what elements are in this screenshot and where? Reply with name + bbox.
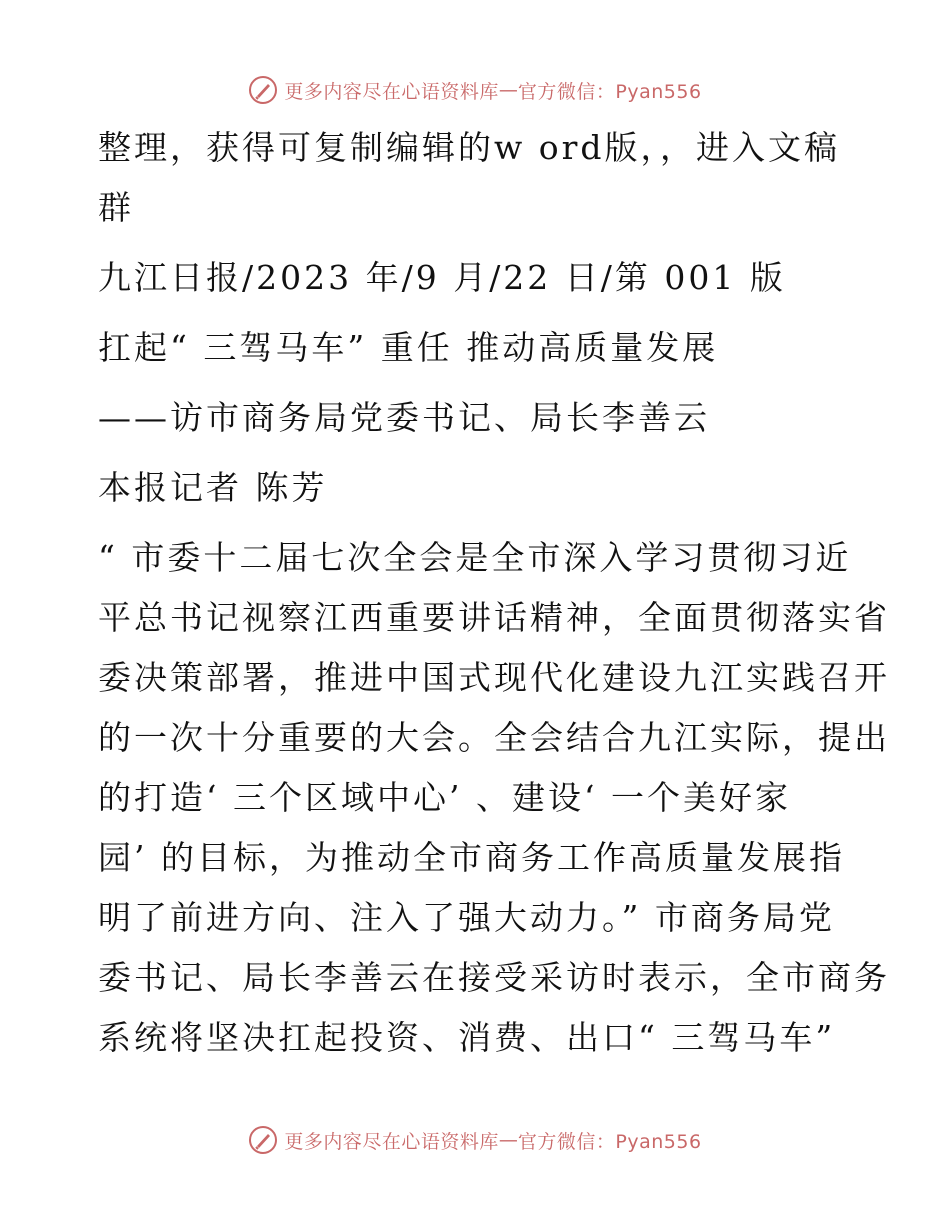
intro-line-2: 群 bbox=[98, 188, 134, 227]
body-line: 明了前进方向、注入了强大动力。” 市商务局党 bbox=[98, 898, 835, 937]
quill-logo-icon bbox=[248, 1125, 278, 1155]
watermark-separator: — bbox=[498, 79, 518, 101]
quill-logo-icon bbox=[248, 75, 278, 105]
article-subtitle: ——访市商务局党委书记、局长李善云 bbox=[98, 398, 710, 437]
body-line: “ 市委十二届七次全会是全市深入学习贯彻习近 bbox=[98, 538, 852, 577]
watermark-suffix: 官方微信：Pyan556 bbox=[517, 80, 702, 103]
watermark-text: 更多内容尽在心语资料库 bbox=[284, 1130, 499, 1153]
byline: 本报记者 陈芳 bbox=[98, 468, 328, 507]
article-title: 扛起“ 三驾马车” 重任 推动高质量发展 bbox=[98, 328, 719, 367]
watermark-header bbox=[0, 72, 950, 108]
body-line: 的一次十分重要的大会。全会结合九江实际，提出 bbox=[98, 718, 890, 757]
intro-line-1: 整理，获得可复制编辑的w ord版，，进入文稿 bbox=[98, 128, 841, 167]
watermark-footer bbox=[0, 1122, 950, 1158]
source-line: 九江日报/2023 年/9 月/22 日/第 001 版 bbox=[98, 258, 786, 297]
document-body bbox=[98, 118, 890, 1068]
body-line: 园’ 的目标，为推动全市商务工作高质量发展指 bbox=[98, 838, 845, 877]
watermark-text: 更多内容尽在心语资料库 bbox=[284, 80, 499, 103]
body-line: 委决策部署，推进中国式现代化建设九江实践召开 bbox=[98, 658, 890, 697]
body-line: 的打造‘ 三个区域中心’ 、建设‘ 一个美好家 bbox=[98, 778, 791, 817]
body-line: 委书记、局长李善云在接受采访时表示，全市商务 bbox=[98, 958, 890, 997]
watermark-separator: — bbox=[498, 1129, 518, 1151]
body-line: 系统将坚决扛起投资、消费、出口“ 三驾马车” bbox=[98, 1018, 836, 1057]
body-line: 平总书记视察江西重要讲话精神，全面贯彻落实省 bbox=[98, 598, 890, 637]
watermark-suffix: 官方微信：Pyan556 bbox=[517, 1130, 702, 1153]
